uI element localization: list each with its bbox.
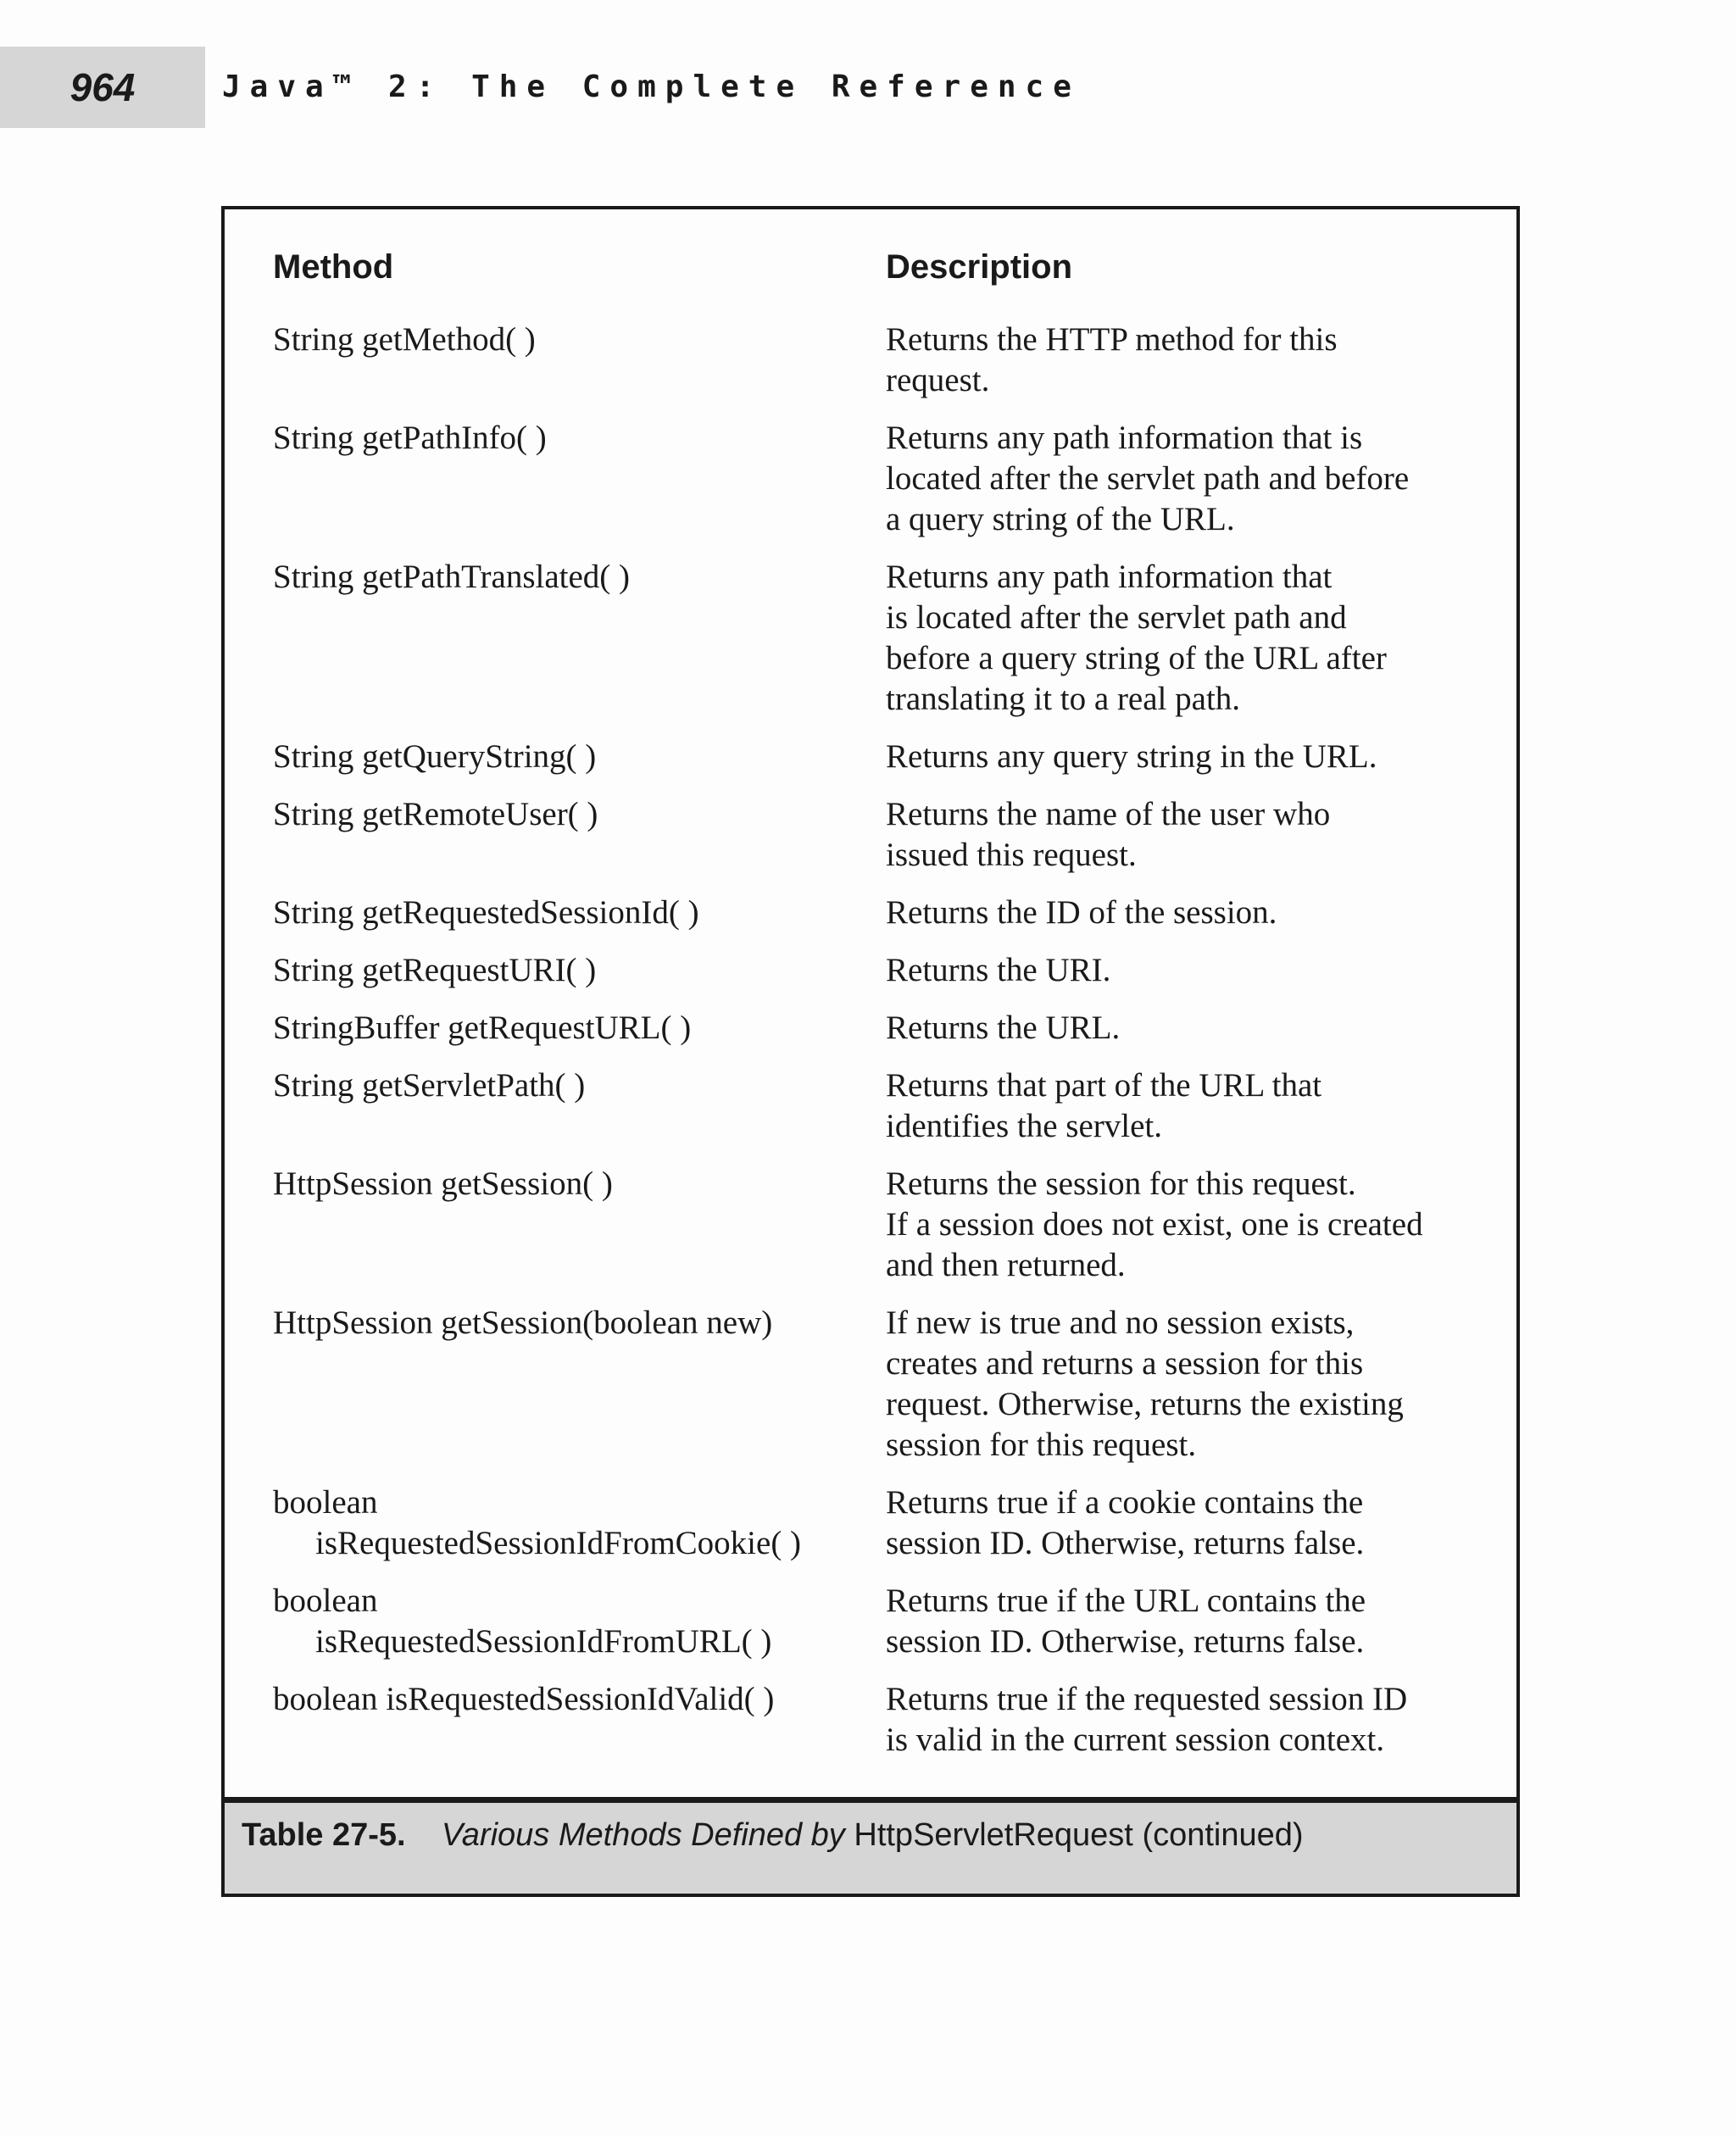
table-row [273, 1482, 1485, 1564]
table-row [273, 737, 1485, 777]
table-rows [273, 320, 1485, 1777]
table-row [273, 893, 1485, 933]
page-number: 964 [70, 65, 136, 109]
description-cell: Returns the URL. [886, 1010, 1121, 1046]
description-cell: Returns any query string in the URL. [886, 738, 1377, 775]
method-cell: String getMethod( ) [273, 321, 536, 358]
method-cell: String getRequestedSessionId( ) [273, 894, 699, 931]
table-caption-bar [225, 1797, 1516, 1894]
method-cell: HttpSession getSession( ) [273, 1165, 613, 1202]
table-row [273, 1008, 1485, 1049]
table-row [273, 1581, 1485, 1662]
table-row [273, 1303, 1485, 1466]
description-cell: Returns true if the requested session ID is valid in the current session context. [886, 1681, 1408, 1758]
method-cell: StringBuffer getRequestURL( ) [273, 1010, 692, 1046]
table-row [273, 794, 1485, 876]
caption-suffix: (continued) [1142, 1817, 1304, 1853]
method-cell: boolean isRequestedSessionIdFromCookie( ) [273, 1484, 802, 1561]
description-cell: Returns any path information that is located after the servlet path and before a query string of the URL after translating it to a real path. [886, 559, 1387, 717]
description-cell: Returns true if a cookie contains the session ID. Otherwise, returns false. [886, 1484, 1365, 1561]
description-cell: Returns the URI. [886, 952, 1111, 988]
method-cell: boolean isRequestedSessionIdFromURL( ) [273, 1583, 772, 1660]
column-header-description: Description [886, 248, 1073, 286]
table-caption [242, 1815, 1304, 1855]
method-cell: HttpSession getSession(boolean new) [273, 1304, 773, 1341]
method-cell: String getRequestURI( ) [273, 952, 597, 988]
description-cell: Returns that part of the URL that identifies the servlet. [886, 1067, 1322, 1144]
description-cell: Returns any path information that is located after the servlet path and before a query string of the URL. [886, 420, 1410, 537]
table-row [273, 950, 1485, 991]
column-header-method: Method [273, 248, 394, 286]
description-cell: Returns the session for this request. If a session does not exist, one is created and then returned. [886, 1165, 1423, 1283]
description-cell: If new is true and no session exists, creates and returns a session for this request. Otherwise, returns the existing session for this request. [886, 1304, 1404, 1463]
table-row [273, 1679, 1485, 1761]
method-table [221, 206, 1520, 1897]
description-cell: Returns true if the URL contains the session ID. Otherwise, returns false. [886, 1583, 1366, 1660]
method-cell: String getServletPath( ) [273, 1067, 586, 1104]
description-cell: Returns the ID of the session. [886, 894, 1277, 931]
method-cell: String getRemoteUser( ) [273, 796, 598, 832]
table-row [273, 320, 1485, 401]
method-cell: String getQueryString( ) [273, 738, 597, 775]
caption-label: Table 27-5. [242, 1817, 406, 1853]
table-row [273, 1065, 1485, 1147]
method-cell: String getPathInfo( ) [273, 420, 547, 456]
description-cell: Returns the name of the user who issued this request. [886, 796, 1331, 873]
method-cell: boolean isRequestedSessionIdValid( ) [273, 1681, 775, 1717]
running-head: Java™ 2: The Complete Reference [222, 70, 1081, 104]
caption-class-name: HttpServletRequest [854, 1817, 1133, 1853]
description-cell: Returns the HTTP method for this request. [886, 321, 1338, 398]
table-row [273, 418, 1485, 540]
table-row [273, 557, 1485, 720]
table-row [273, 1164, 1485, 1286]
method-cell: String getPathTranslated( ) [273, 559, 631, 595]
caption-title: Various Methods Defined by [441, 1817, 845, 1853]
